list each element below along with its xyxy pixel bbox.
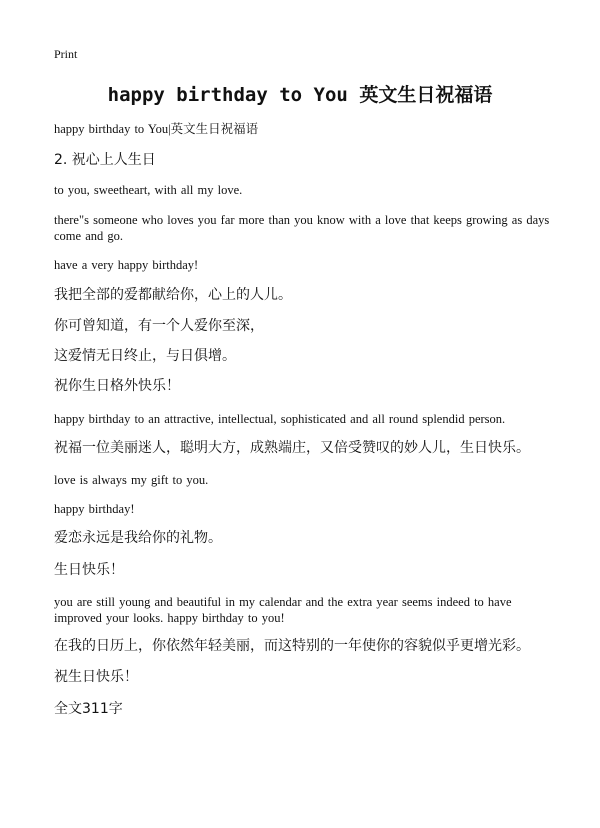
- paragraph: 祝福一位美丽迷人，聪明大方，成熟端庄，又倍受赞叹的妙人儿，生日快乐。: [54, 440, 530, 456]
- paragraph: 你可曾知道，有一个人爱你至深，: [54, 318, 264, 334]
- word-count: 全文311字: [54, 701, 123, 717]
- paragraph: there"s someone who loves you far more than you know with a love that keeps growing as days come and go.: [54, 213, 550, 243]
- paragraph: have a very happy birthday!: [54, 258, 199, 272]
- paragraph: 这爱情无日终止，与日俱增。: [54, 348, 236, 364]
- paragraph: to you, sweetheart, with all my love.: [54, 183, 243, 197]
- paragraph: happy birthday!: [54, 502, 135, 516]
- paragraph: 我把全部的爱都献给你，心上的人儿。: [54, 287, 292, 303]
- paragraph: 生日快乐！: [54, 562, 124, 578]
- paragraph: 祝你生日格外快乐！: [54, 378, 180, 394]
- paragraph: 祝生日快乐！: [54, 669, 138, 685]
- page-title: happy birthday to You 英文生日祝福语: [107, 84, 493, 106]
- paragraph: love is always my gift to you.: [54, 473, 209, 487]
- paragraph: you are still young and beautiful in my calendar and the extra year seems indeed to have improved your looks. happy birthday to you!: [54, 595, 512, 625]
- subtitle-line: happy birthday to You|英文生日祝福语: [54, 122, 259, 136]
- section-heading: 2. 祝心上人生日: [54, 152, 156, 168]
- paragraph: 爱恋永远是我给你的礼物。: [54, 530, 222, 546]
- print-link[interactable]: Print: [54, 47, 78, 61]
- paragraph: happy birthday to an attractive, intellectual, sophisticated and all round splendid person.: [54, 412, 506, 426]
- paragraph: 在我的日历上，你依然年轻美丽，而这特别的一年使你的容貌似乎更增光彩。: [54, 638, 530, 654]
